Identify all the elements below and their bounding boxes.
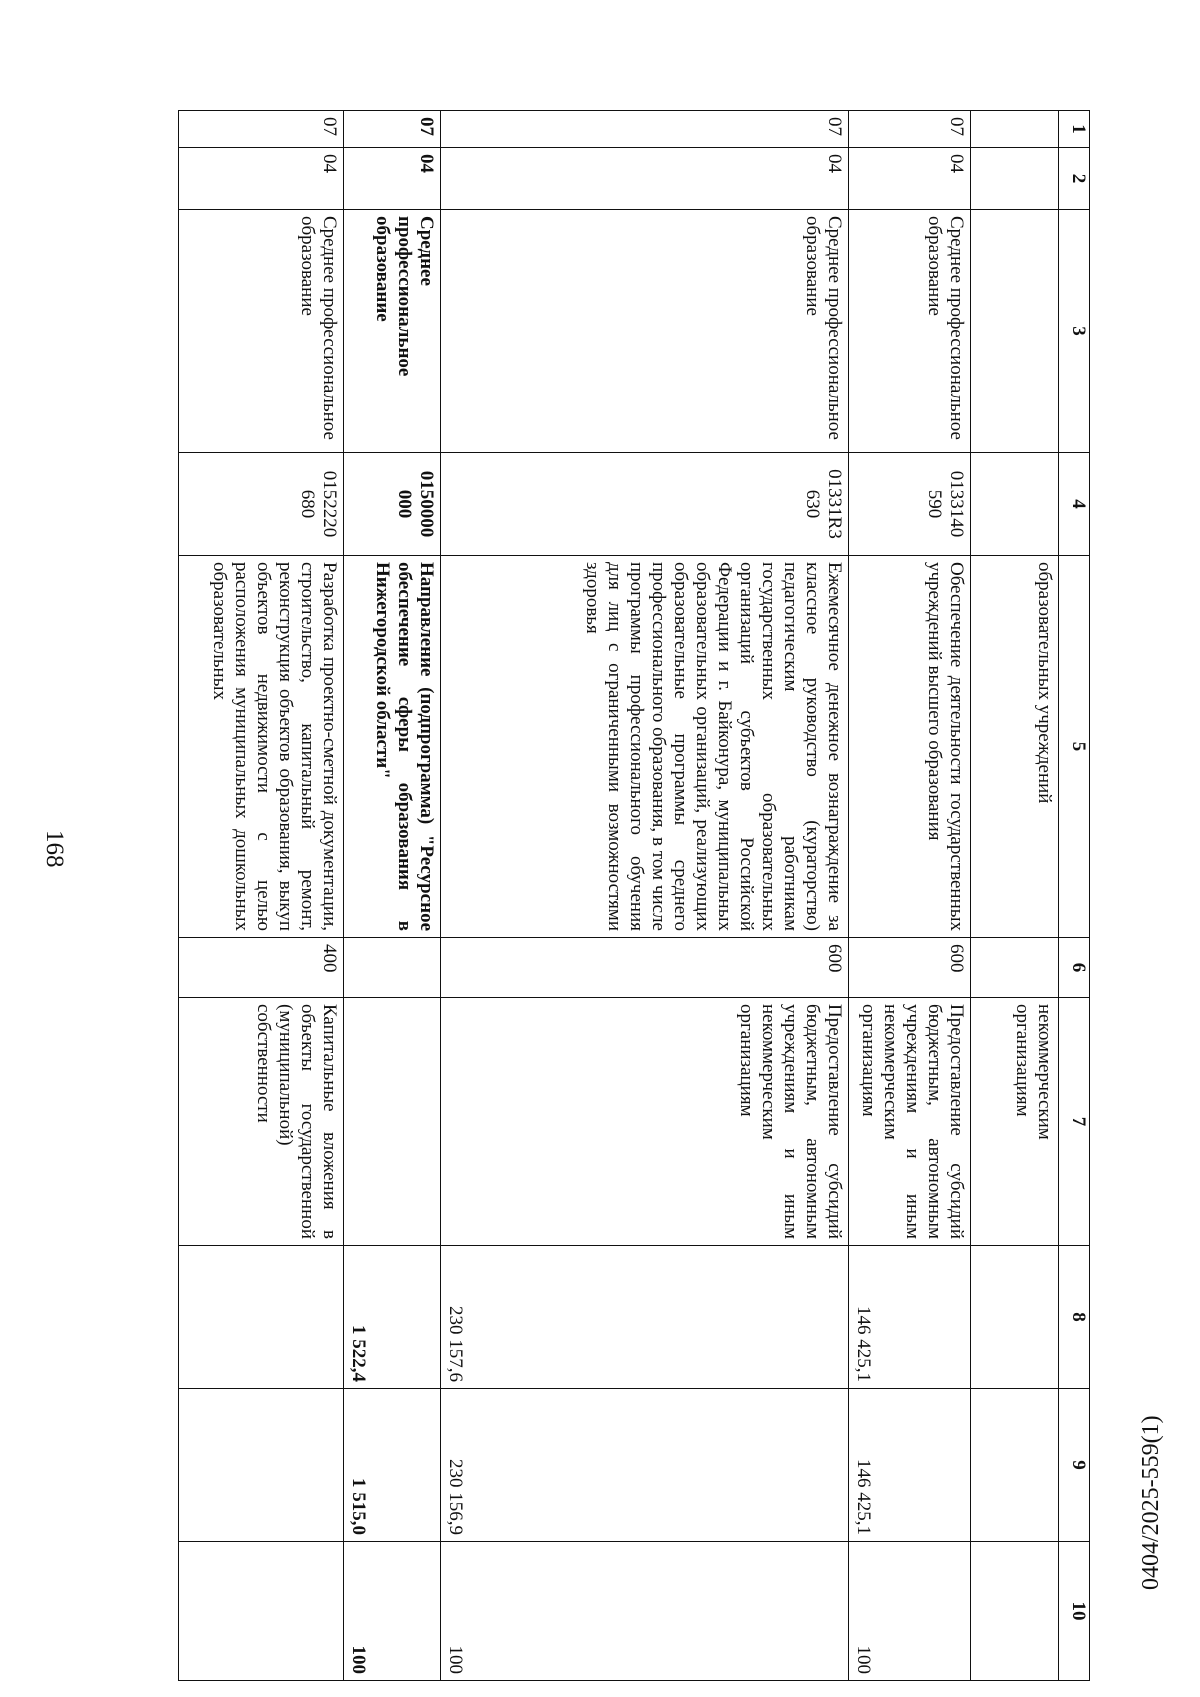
table-row	[344, 111, 441, 1681]
subsection-code	[971, 148, 1059, 210]
purpose-name: Обеспечение деятельности государственных учреждений высшего образования	[849, 556, 971, 938]
planned-amount: 230 157,6	[441, 1246, 849, 1389]
purpose-name: Разработка проектно-сметной документации, строительство, капитальный ремонт, реконструкция объектов образования, выкуп объектов недвижимости с целью расположения муниципальных дошкольных образовательных	[179, 556, 344, 938]
target-code: 0133140 590	[849, 453, 971, 556]
expense-type-code: 600	[849, 938, 971, 998]
header-cell: 3	[1059, 210, 1090, 453]
document-code: 0404/2025-559(1)	[1138, 1415, 1164, 1590]
expense-type-name	[344, 998, 441, 1246]
actual-amount	[971, 1389, 1059, 1542]
expense-type-code	[344, 938, 441, 998]
section-code: 07	[849, 111, 971, 148]
table-row	[441, 111, 849, 1681]
subsection-name: Среднее профессиональное образование	[179, 210, 344, 453]
planned-amount: 1 522,4	[344, 1246, 441, 1389]
budget-table-container	[120, 110, 1090, 1680]
expense-type-name: некоммерческим организациям	[971, 998, 1059, 1246]
target-code: 01331R3 630	[441, 453, 849, 556]
actual-amount: 146 425,1	[849, 1389, 971, 1542]
page-number: 168	[41, 830, 68, 868]
header-cell: 4	[1059, 453, 1090, 556]
section-code: 07	[179, 111, 344, 148]
table-row	[179, 111, 344, 1681]
subsection-name	[971, 210, 1059, 453]
section-code	[971, 111, 1059, 148]
header-cell: 6	[1059, 938, 1090, 998]
subsection-name: Среднее профессиональное образование	[441, 210, 849, 453]
expense-type-name: Предоставление субсидий бюджетным, автономным учреждениям и иным некоммерческим организациям	[849, 998, 971, 1246]
header-cell: 2	[1059, 148, 1090, 210]
section-code: 07	[344, 111, 441, 148]
execution-percent: 100	[849, 1542, 971, 1681]
planned-amount: 146 425,1	[849, 1246, 971, 1389]
execution-percent	[971, 1542, 1059, 1681]
subsection-code: 04	[441, 148, 849, 210]
header-cell: 9	[1059, 1389, 1090, 1542]
expense-type-name: Капитальные вложения в объекты государственной (муниципальной) собственности	[179, 998, 344, 1246]
actual-amount: 230 156,9	[441, 1389, 849, 1542]
expense-type-name: Предоставление субсидий бюджетным, автономным учреждениям и иным некоммерческим организациям	[441, 998, 849, 1246]
header-cell: 8	[1059, 1246, 1090, 1389]
table-row	[849, 111, 971, 1681]
budget-table	[178, 110, 1090, 1681]
header-cell: 1	[1059, 111, 1090, 148]
table-row	[971, 111, 1059, 1681]
target-code	[971, 453, 1059, 556]
target-code: 0152220 680	[179, 453, 344, 556]
planned-amount	[971, 1246, 1059, 1389]
header-row	[1059, 111, 1090, 1681]
subsection-code: 04	[344, 148, 441, 210]
actual-amount	[179, 1389, 344, 1542]
header-cell: 10	[1059, 1542, 1090, 1681]
header-cell: 7	[1059, 998, 1090, 1246]
subsection-name: Среднее профессиональное образование	[344, 210, 441, 453]
header-cell: 5	[1059, 556, 1090, 938]
execution-percent	[179, 1542, 344, 1681]
actual-amount: 1 515,0	[344, 1389, 441, 1542]
subsection-name: Среднее профессиональное образование	[849, 210, 971, 453]
execution-percent: 100	[344, 1542, 441, 1681]
subsection-code: 04	[179, 148, 344, 210]
purpose-name: Ежемесячное денежное вознаграждение за классное руководство (кураторство) педагогическим работникам государственных образовательных организаций субъектов Российской Федерации и г. Байконура, муниципальных образовательных организаций, реализующих образовательные программы среднего профессионального образования, в том числе программы профессионального обучения для лиц с ограниченными возможностями здоровья	[441, 556, 849, 938]
subsection-code: 04	[849, 148, 971, 210]
purpose-name: образовательных учреждений	[971, 556, 1059, 938]
section-code: 07	[441, 111, 849, 148]
expense-type-code: 400	[179, 938, 344, 998]
expense-type-code: 600	[441, 938, 849, 998]
target-code: 0150000 000	[344, 453, 441, 556]
expense-type-code	[971, 938, 1059, 998]
planned-amount	[179, 1246, 344, 1389]
purpose-name: Направление (подпрограмма) "Ресурсное обеспечение сферы образования в Нижегородской области"	[344, 556, 441, 938]
execution-percent: 100	[441, 1542, 849, 1681]
